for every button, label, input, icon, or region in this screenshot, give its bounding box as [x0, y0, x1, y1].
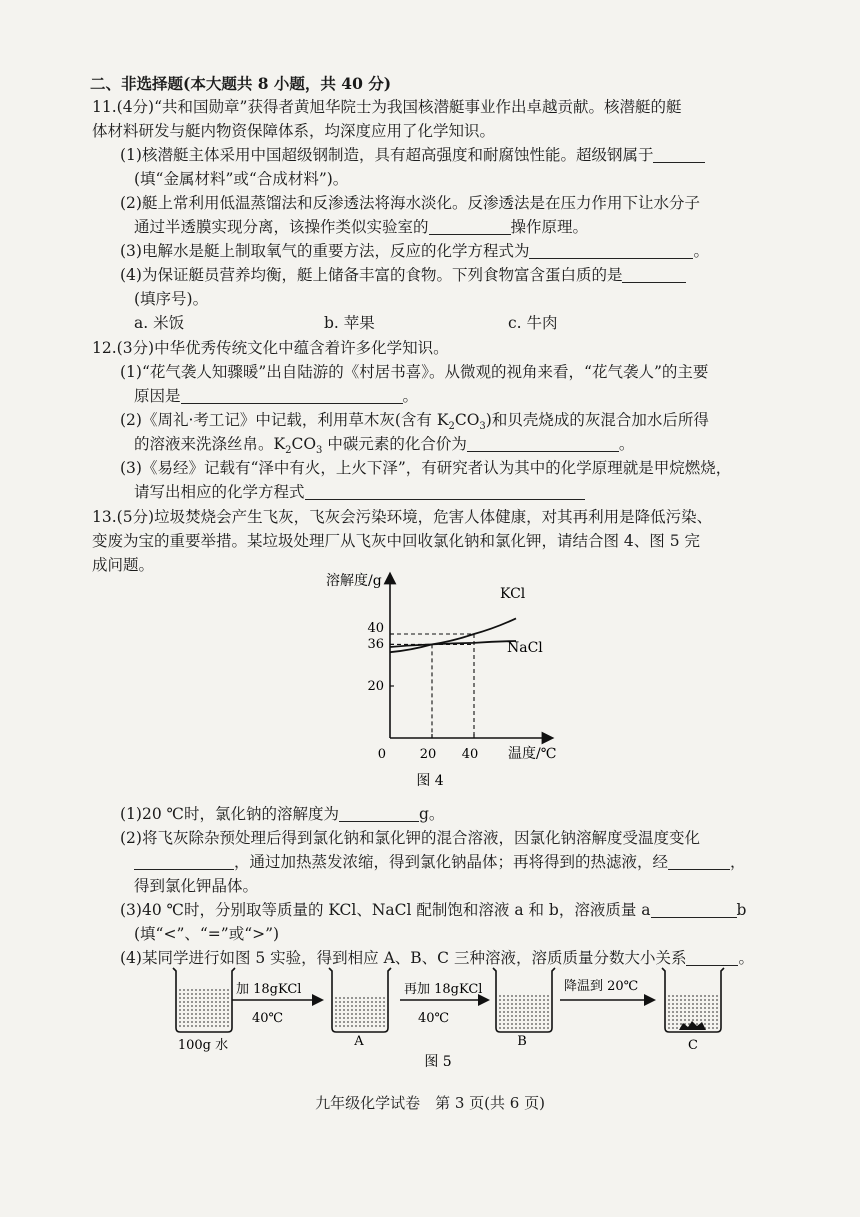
- q13-part1: (1)20 ℃时，氯化钠的溶解度为 g。: [120, 805, 445, 823]
- step2-temp: 40℃: [418, 1011, 450, 1026]
- beaker-water-label: 100g 水: [177, 1038, 229, 1053]
- y-axis-label: 溶解度/g: [326, 573, 382, 589]
- q12-intro: 12.(3分)中华优秀传统文化中蕴含着许多化学知识。: [92, 339, 449, 357]
- answer-blank[interactable]: [339, 805, 419, 822]
- q12-part3-line2: 请写出相应的化学方程式: [134, 482, 585, 502]
- q13-part4: (4)某同学进行如图 5 实验，得到相应 A、B、C 三种溶液，溶质质量分数大小关系 。: [120, 949, 754, 967]
- answer-blank[interactable]: [668, 853, 730, 870]
- x-tick-label-20: 20: [419, 747, 437, 762]
- x-origin-label: 0: [377, 747, 386, 762]
- q11-part1-line1: (1)核潜艇主体采用中国超级钢制造，具有超高强度和耐腐蚀性能。超级钢属于: [120, 145, 705, 165]
- beaker-water: [173, 968, 235, 1032]
- q13-part3-line1: (3)40 ℃时，分别取等质量的 KCl、NaCl 配制饱和溶液 a 和 b，溶液质量 a b: [120, 901, 747, 919]
- q12-part1-line1: (1)“花气袭人知骤暖”出自陆游的《村居书喜》。从微观的视角来看，“花气袭人”的主要: [120, 363, 709, 381]
- q11-part3: (3)电解水是艇上制取氧气的重要方法，反应的化学方程式为 。: [120, 242, 709, 260]
- figure-4-caption: 图 4: [416, 773, 444, 789]
- q12-part2-line1: (2)《周礼·考工记》中记载，利用草木灰(含有 $K_2CO_3$)和贝壳烧成的灰混合加水后所得: [120, 411, 709, 433]
- q11-intro-line2: 体材料研发与艇内物资保障体系，均深度应用了化学知识。: [92, 122, 496, 140]
- answer-blank[interactable]: [651, 901, 737, 918]
- q11-option-c: c. 牛肉: [508, 314, 558, 332]
- q12-part3-line1: (3)《易经》记载有“泽中有火，上火下泽”，有研究者认为其中的化学原理就是甲烷燃烧，: [120, 459, 732, 477]
- q11-option-a: a. 米饭: [134, 314, 185, 332]
- q11-part2-line1: (2)艇上常利用低温蒸馏法和反渗透法将海水淡化。反渗透法是在压力作用下让水分子: [120, 194, 700, 212]
- beaker-a: [329, 968, 391, 1032]
- q12-part2-line2: 的溶液来洗涤丝帛。$K_2CO_3$ 中碳元素的化合价为 。: [134, 435, 635, 457]
- y-tick-label-20: 20: [367, 679, 384, 694]
- figure-5-diagram: [173, 968, 724, 1070]
- curve-kcl: [390, 618, 516, 652]
- section-heading: 二、非选择题(本大题共 8 小题，共 40 分): [90, 74, 392, 93]
- q13-intro-line3: 成问题。: [92, 556, 155, 574]
- q11-intro-line1: 11.(4分)“共和国勋章”获得者黄旭华院士为我国核潜艇事业作出卓越贡献。核潜艇的艇: [92, 98, 682, 116]
- page-footer: 九年级化学试卷 第 3 页(共 6 页): [315, 1094, 545, 1112]
- y-tick-label-36: 36: [367, 637, 384, 652]
- y-tick-label-40: 40: [367, 621, 384, 636]
- q13-part2-line3: 得到氯化钾晶体。: [134, 877, 259, 895]
- q13-part2-line2: ，通过加热蒸发浓缩，得到氯化钠晶体；再将得到的热滤液，经 ，: [134, 852, 746, 872]
- beaker-c: [662, 968, 724, 1032]
- x-axis-label: 温度/℃: [508, 746, 557, 762]
- q13-intro-line1: 13.(5分)垃圾焚烧会产生飞灰，飞灰会污染环境，危害人体健康，对其再利用是降低污染、: [92, 508, 713, 526]
- x-tick-label-40: 40: [461, 747, 479, 762]
- beaker-b: [493, 968, 555, 1032]
- q11-part2-line2: 通过半透膜实现分离，该操作类似实验室的 操作原理。: [134, 218, 589, 236]
- step2-label: 再加 18gKCl: [404, 982, 483, 997]
- beaker-a-label: A: [354, 1034, 364, 1049]
- step3-label: 降温到 20℃: [564, 979, 639, 994]
- q11-option-b: b. 苹果: [324, 314, 375, 332]
- curve-nacl: [390, 641, 516, 647]
- q13-part3-line2: (填“<”、“=”或“>”): [134, 925, 280, 943]
- beaker-c-label: C: [688, 1038, 698, 1053]
- figure-5-caption: 图 5: [424, 1054, 452, 1070]
- q12-part1-line2: 原因是 。: [134, 387, 419, 405]
- q11-part4-line1: (4)为保证艇员营养均衡，艇上储备丰富的食物。下列食物富含蛋白质的是: [120, 265, 686, 285]
- series-label-nacl: NaCl: [507, 640, 543, 656]
- answer-blank[interactable]: [134, 853, 234, 870]
- answer-blank[interactable]: [686, 949, 738, 966]
- step1-label: 加 18gKCl: [236, 982, 302, 997]
- beaker-b-label: B: [517, 1034, 527, 1049]
- q11-part4-line2: (填序号)。: [134, 290, 209, 308]
- step1-temp: 40℃: [252, 1011, 284, 1026]
- series-label-kcl: KCl: [500, 586, 526, 602]
- q11-part1-line2: (填“金属材料”或“合成材料”)。: [134, 170, 349, 188]
- q13-intro-line2: 变废为宝的重要举措。某垃圾处理厂从飞灰中回收氯化钠和氯化钾，请结合图 4、图 5 完: [92, 532, 701, 550]
- q13-part2-line1: (2)将飞灰除杂预处理后得到氯化钠和氯化钾的混合溶液，因氯化钠溶解度受温度变化: [120, 829, 700, 847]
